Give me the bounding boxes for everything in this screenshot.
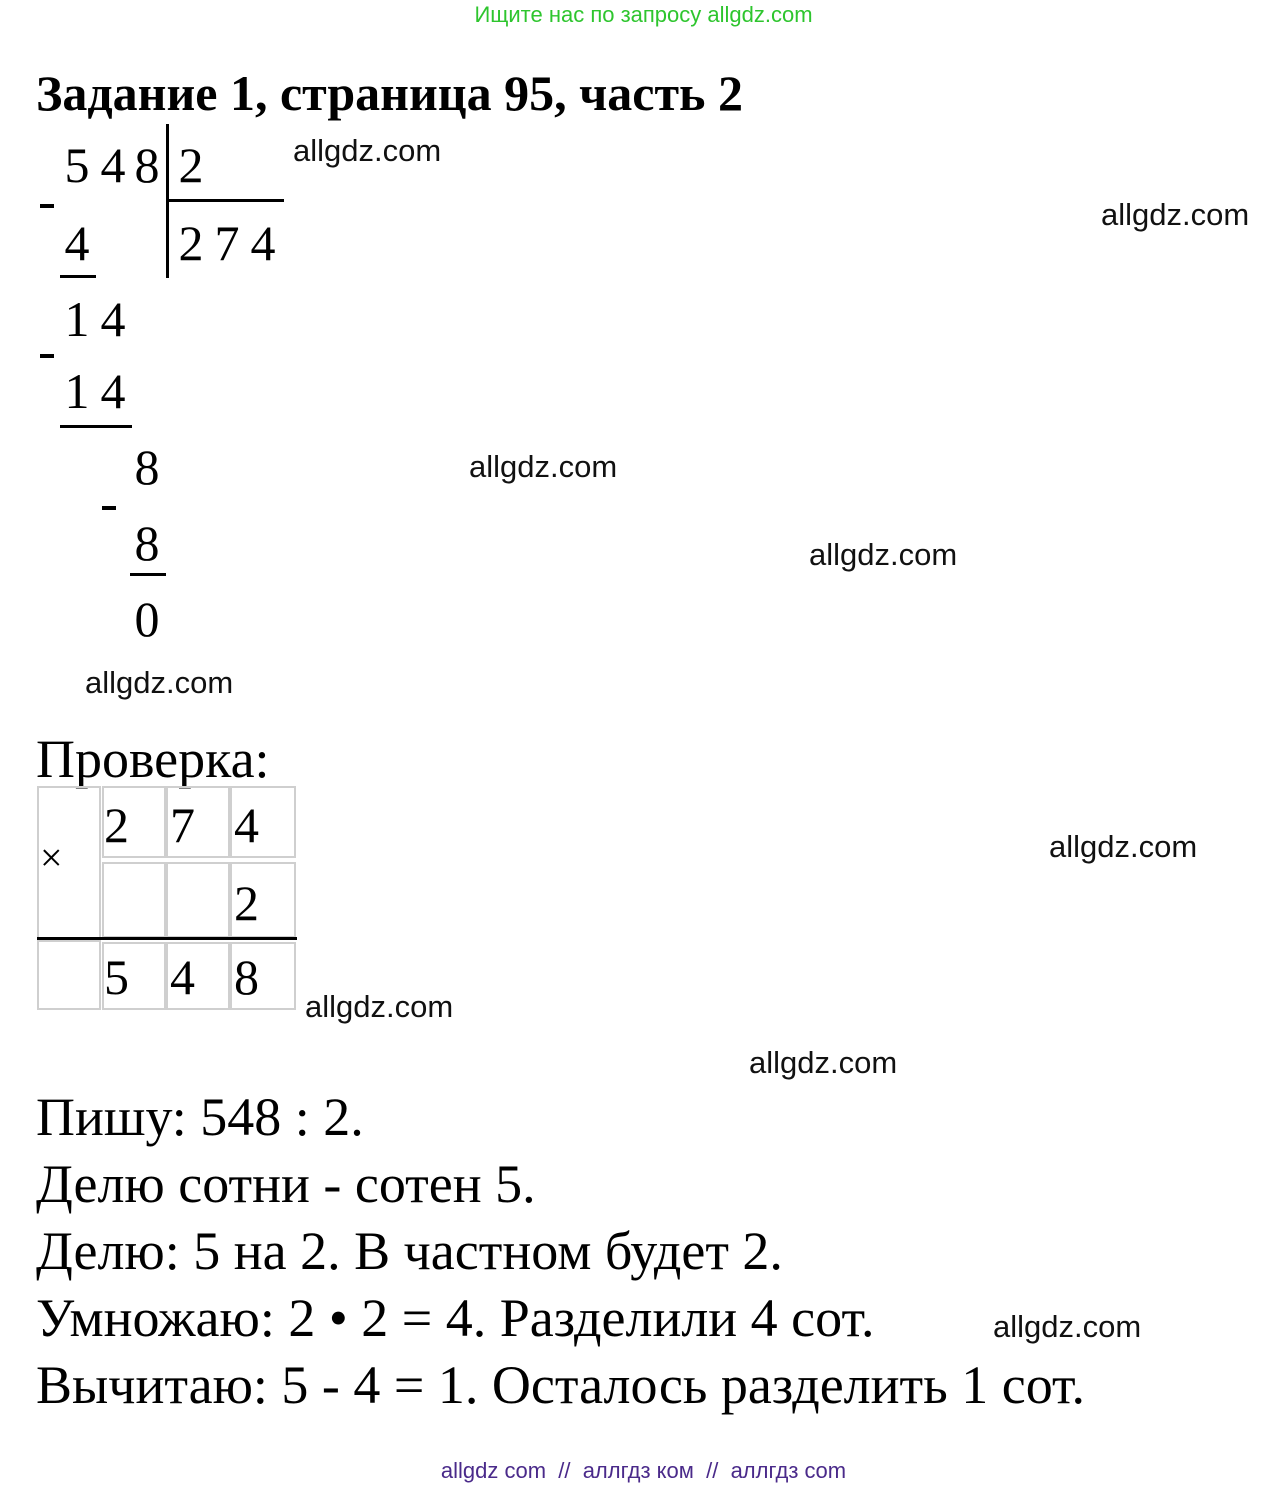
explanation-line: Делю сотни - сотен 5.	[36, 1154, 536, 1214]
divisor: 2	[178, 137, 204, 193]
dividend-digit: 8	[134, 137, 160, 193]
factor-digit: 2	[234, 875, 259, 931]
factor-digit: 7	[170, 797, 195, 853]
grid-cell	[37, 940, 101, 1010]
factor-digit: 4	[234, 797, 259, 853]
grid-cell	[166, 862, 230, 938]
minus-sign	[40, 204, 54, 208]
step-digit: 1	[64, 291, 90, 347]
division-bar-horizontal	[168, 199, 284, 202]
check-label: Проверка:	[36, 729, 270, 789]
explanation-line: Пишу: 548 : 2.	[36, 1087, 364, 1147]
watermark: allgdz.com	[305, 989, 454, 1024]
explanation-line: Вычитаю: 5 - 4 = 1. Осталось разделить 1 сот.	[36, 1355, 1086, 1415]
product-digit: 5	[104, 949, 129, 1005]
watermark: allgdz.com	[293, 133, 442, 168]
minus-sign	[102, 506, 116, 510]
step-digit: 8	[134, 439, 160, 495]
watermark: allgdz.com	[85, 665, 234, 700]
step-digit: 1	[64, 363, 90, 419]
step-digit: 4	[100, 291, 126, 347]
quotient-digit: 4	[250, 215, 276, 271]
search-banner: Ищите нас по запросу allgdz.com	[474, 2, 813, 27]
step-underline	[60, 425, 132, 428]
watermark: allgdz.com	[469, 449, 618, 484]
watermark: allgdz.com	[1101, 197, 1250, 232]
dividend-digit: 4	[100, 137, 126, 193]
quotient-digit: 2	[178, 215, 204, 271]
remainder: 0	[134, 591, 160, 647]
step-underline	[60, 275, 96, 278]
product-digit: 8	[234, 949, 259, 1005]
explanation-line: Умножаю: 2 • 2 = 4. Разделили 4 сот.	[36, 1288, 875, 1348]
step-digit: 8	[134, 515, 160, 571]
grid-cell	[102, 862, 166, 938]
watermark: allgdz.com	[809, 537, 958, 572]
dividend-digit: 5	[64, 137, 90, 193]
footer-links[interactable]: allgdz com // аллгдз ком // аллгдз com	[440, 1458, 847, 1483]
page-title: Задание 1, страница 95, часть 2	[36, 65, 743, 121]
watermark: allgdz.com	[749, 1045, 898, 1080]
multiply-icon: ×	[40, 835, 63, 880]
step-digit: 4	[100, 363, 126, 419]
step-underline	[130, 573, 166, 576]
explanation-line: Делю: 5 на 2. В частном будет 2.	[36, 1221, 783, 1281]
watermark: allgdz.com	[993, 1309, 1142, 1344]
product-digit: 4	[170, 949, 195, 1005]
minus-sign	[40, 354, 54, 358]
watermark: allgdz.com	[1049, 829, 1198, 864]
product-underline	[37, 937, 297, 940]
quotient-digit: 7	[214, 215, 240, 271]
factor-digit: 2	[104, 797, 129, 853]
step-digit: 4	[64, 215, 90, 271]
